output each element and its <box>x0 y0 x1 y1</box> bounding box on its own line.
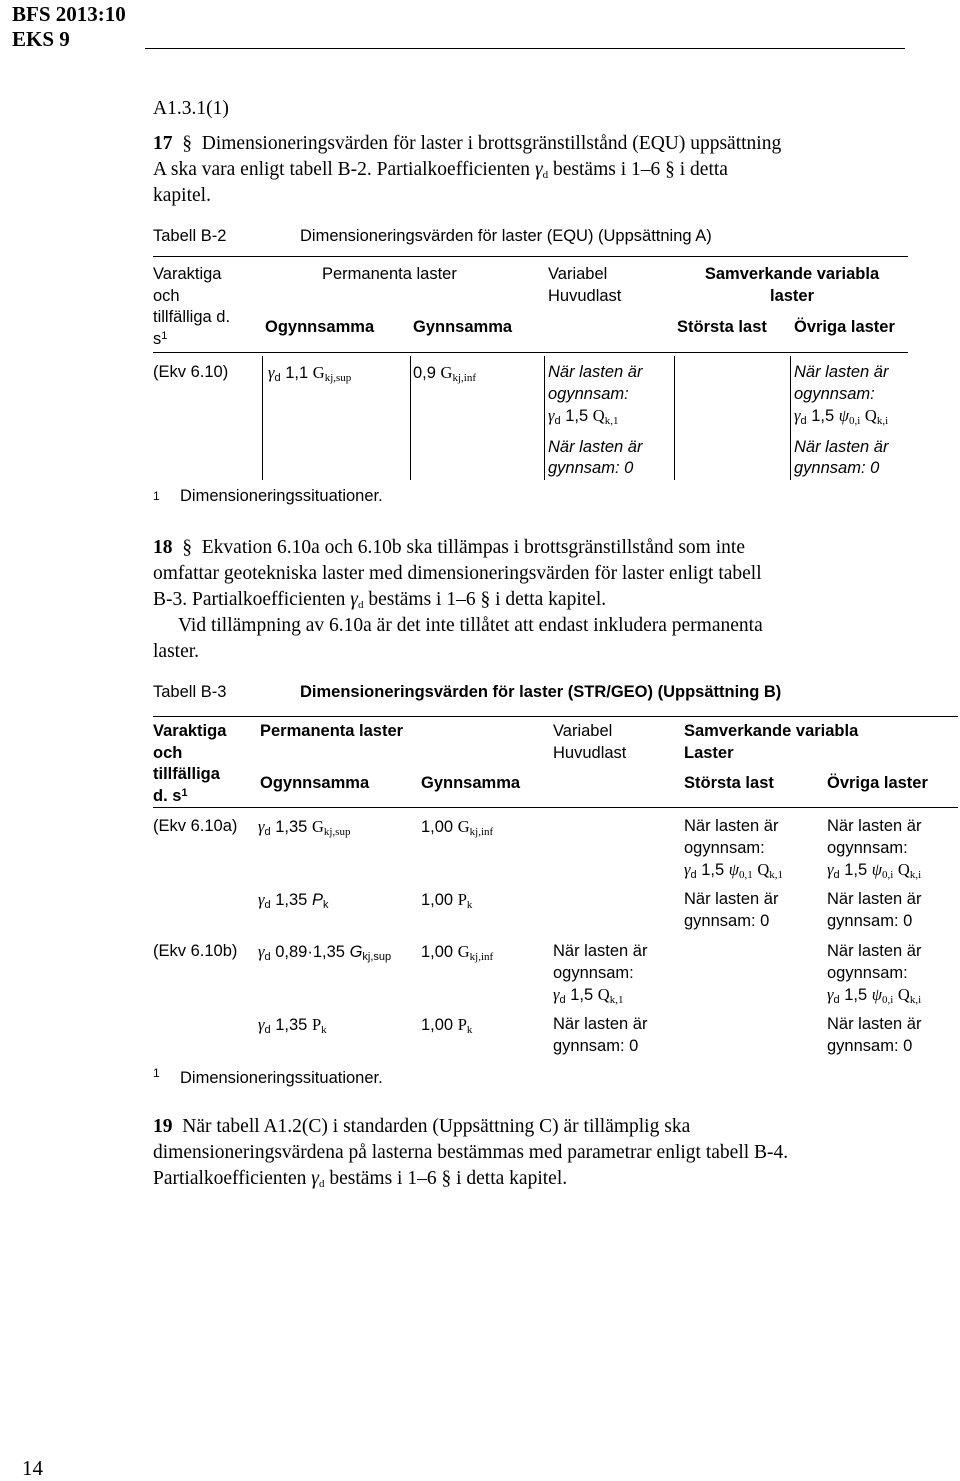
table-b3-b2-ovriga: När lasten är gynnsam: 0 <box>827 1015 922 1055</box>
section-reference: A1.3.1(1) <box>153 98 229 119</box>
section-sign: § <box>441 1168 452 1189</box>
paragraph-19: 19 När tabell A1.2(C) i standarden (Uppsättning C) är tillämplig ska dimensioneringsvärdena på lasterna bestämmas med parametrar enligt tabell B-4. Partialkoefficienten $\gamma_d$ bestäms i 1–6 § i detta kapitel. <box>153 1116 789 1190</box>
table-b2-label: Tabell B-2 <box>153 227 227 245</box>
table-b2-storsta-header: Största last <box>677 318 767 336</box>
header-line-2: EKS 9 <box>12 27 70 51</box>
table-b2-ovriga-header: Övriga laster <box>794 318 895 336</box>
paragraph-number: 19 <box>153 1116 173 1137</box>
table-b3-footnote-mark: 1 <box>153 1066 160 1080</box>
table-b3-a-ogynn: $\gamma_d$ 1,35 $G_{kj,sup}$ <box>258 817 351 838</box>
table-b3-title: Dimensioneringsvärden för laster (STR/GEO) (Uppsättning B) <box>300 683 782 701</box>
header-line-1: BFS 2013:10 <box>12 2 126 26</box>
p17-line2c: i detta <box>679 159 728 180</box>
table-b2-cell-ovriga: När lasten är ogynnsam: $\gamma_d$ 1,5 $\psi_{0,i}$ $Q_{k,i}$ När lasten är gynnsam: 0 <box>794 363 889 477</box>
table-b2-cell-ogynn: $\gamma_d$ 1,1 $G_{kj,sup}$ <box>268 363 352 384</box>
table-b3-a2-gynn: 1,00 $P_k$ <box>421 890 473 911</box>
table-b2-cell-gynn: 0,9 $G_{kj,inf}$ <box>413 363 476 384</box>
paragraph-18: 18 § Ekvation 6.10a och 6.10b ska tillämpas i brottsgränstillstånd som inte omfattar geotekniska laster med dimensioneringsvärden för laster enligt tabell B-3. Partialkoefficienten $\gamma_d$ bestäms i 1–6 § i detta kapitel. Vid tillämpning av 6.10a är det inte tillåtet att endast inkludera permanenta laster. <box>153 537 763 662</box>
table-b3-b2-ogynn: $\gamma_d$ 1,35 $P_k$ <box>258 1015 327 1036</box>
table-b3-situation-header: Varaktiga och tillfälliga d. $s^1$ <box>153 722 227 805</box>
table-b2-samverk-header: Samverkande variabla laster <box>704 265 880 305</box>
p17-line2a: A ska vara enligt tabell B-2. Partialkoefficienten <box>153 159 531 180</box>
table-b3-a2-ogynn: $\gamma_d$ 1,35 $P_k$ <box>258 890 329 911</box>
table-b2-vline <box>674 356 675 480</box>
table-b3-perm-header: Permanenta laster <box>260 722 404 740</box>
table-b2-variabel-header: Variabel Huvudlast <box>548 265 622 305</box>
paragraph-17: 17 § Dimensioneringsvärden för laster i brottsgränstillstånd (EQU) uppsättning A ska vara enligt tabell B-2. Partialkoefficienten $\gamma_d$ bestäms i 1–6 § i detta kapitel. <box>153 131 913 209</box>
document-header <box>12 2 126 52</box>
table-b3-storsta-header: Största last <box>684 774 774 792</box>
p17-line2b: bestäms i 1–6 <box>553 159 661 180</box>
table-b3-top-rule <box>153 716 958 717</box>
table-b3-footnote: Dimensioneringssituationer. <box>180 1069 383 1087</box>
table-b2-title: Dimensioneringsvärden för laster (EQU) (Uppsättning A) <box>300 227 712 245</box>
table-b3-ogynn-header: Ogynnsamma <box>260 774 370 792</box>
table-b3-a2-ovriga: När lasten är gynnsam: 0 <box>827 890 922 930</box>
paragraph-number: 17 <box>153 133 173 154</box>
table-b3-label: Tabell B-3 <box>153 683 227 701</box>
table-b3-a2-storsta: När lasten är gynnsam: 0 <box>684 890 779 930</box>
table-b2-footnote: Dimensioneringssituationer. <box>180 487 383 505</box>
table-b3-samverk-header: Samverkande variabla Laster <box>684 722 859 762</box>
page-number: 14 <box>22 1456 43 1480</box>
table-b3-b-ovriga: När lasten är ogynnsam: $\gamma_d$ 1,5 $\psi_{0,i}$ $Q_{k,i}$ <box>827 942 922 1006</box>
section-sign: § <box>182 537 192 558</box>
table-b2-ogynn-header: Ogynnsamma <box>265 318 375 336</box>
table-b2-top-rule <box>153 256 908 257</box>
p17-line1: Dimensioneringsvärden för laster i brottsgränstillstånd (EQU) uppsättning <box>201 133 782 154</box>
table-b3-a-gynn: 1,00 $G_{kj,inf}$ <box>421 817 494 838</box>
table-b2-vline <box>262 356 263 480</box>
table-b3-header-rule <box>153 807 958 808</box>
table-b3-b-variabel: När lasten är ogynnsam: $\gamma_d$ 1,5 $Q_{k,1}$ <box>553 942 648 1006</box>
table-b2-header-rule <box>153 352 908 353</box>
table-b3-eq-a: (Ekv 6.10a) <box>153 817 238 835</box>
table-b2-eq: (Ekv 6.10) <box>153 363 229 381</box>
table-b3-b-gynn: 1,00 $G_{kj,inf}$ <box>421 942 494 963</box>
table-b2-vline <box>790 356 791 480</box>
table-b2-vline <box>544 356 545 480</box>
section-sign: § <box>665 159 675 180</box>
table-b3-b2-gynn: 1,00 $P_k$ <box>421 1015 473 1036</box>
table-b3-a-ovriga: När lasten är ogynnsam: $\gamma_d$ 1,5 $\psi_{0,i}$ $Q_{k,i}$ <box>827 817 922 881</box>
table-b3-variabel-header: Variabel Huvudlast <box>553 722 627 762</box>
table-b2-situation-header: Varaktiga och tillfälliga d. $s^1$ <box>153 265 231 348</box>
table-b3-b2-variabel: När lasten är gynnsam: 0 <box>553 1015 648 1055</box>
paragraph-number: 18 <box>153 537 173 558</box>
table-b3-a-storsta: När lasten är ogynnsam: $\gamma_d$ 1,5 $\psi_{0,1}$ $Q_{k,1}$ <box>684 817 784 881</box>
table-b2-gynn-header: Gynnsamma <box>413 318 513 336</box>
header-rule <box>145 48 905 49</box>
table-b3-gynn-header: Gynnsamma <box>421 774 521 792</box>
section-sign: § <box>182 133 192 154</box>
table-b3-ovriga-header: Övriga laster <box>827 774 928 792</box>
p17-line3: kapitel. <box>153 185 211 206</box>
table-b2-perm-header: Permanenta laster <box>322 265 457 283</box>
table-b2-footnote-mark: 1 <box>153 489 160 503</box>
table-b3-b-ogynn: $\gamma_d$ 0,89·1,35 $G_{kj,sup}$ <box>258 942 392 963</box>
table-b2-cell-variabel: När lasten är ogynnsam: $\gamma_d$ 1,5 $Q_{k,1}$ När lasten är gynnsam: 0 <box>548 363 643 477</box>
table-b2-vline <box>410 356 411 480</box>
table-b3-eq-b: (Ekv 6.10b) <box>153 942 238 960</box>
